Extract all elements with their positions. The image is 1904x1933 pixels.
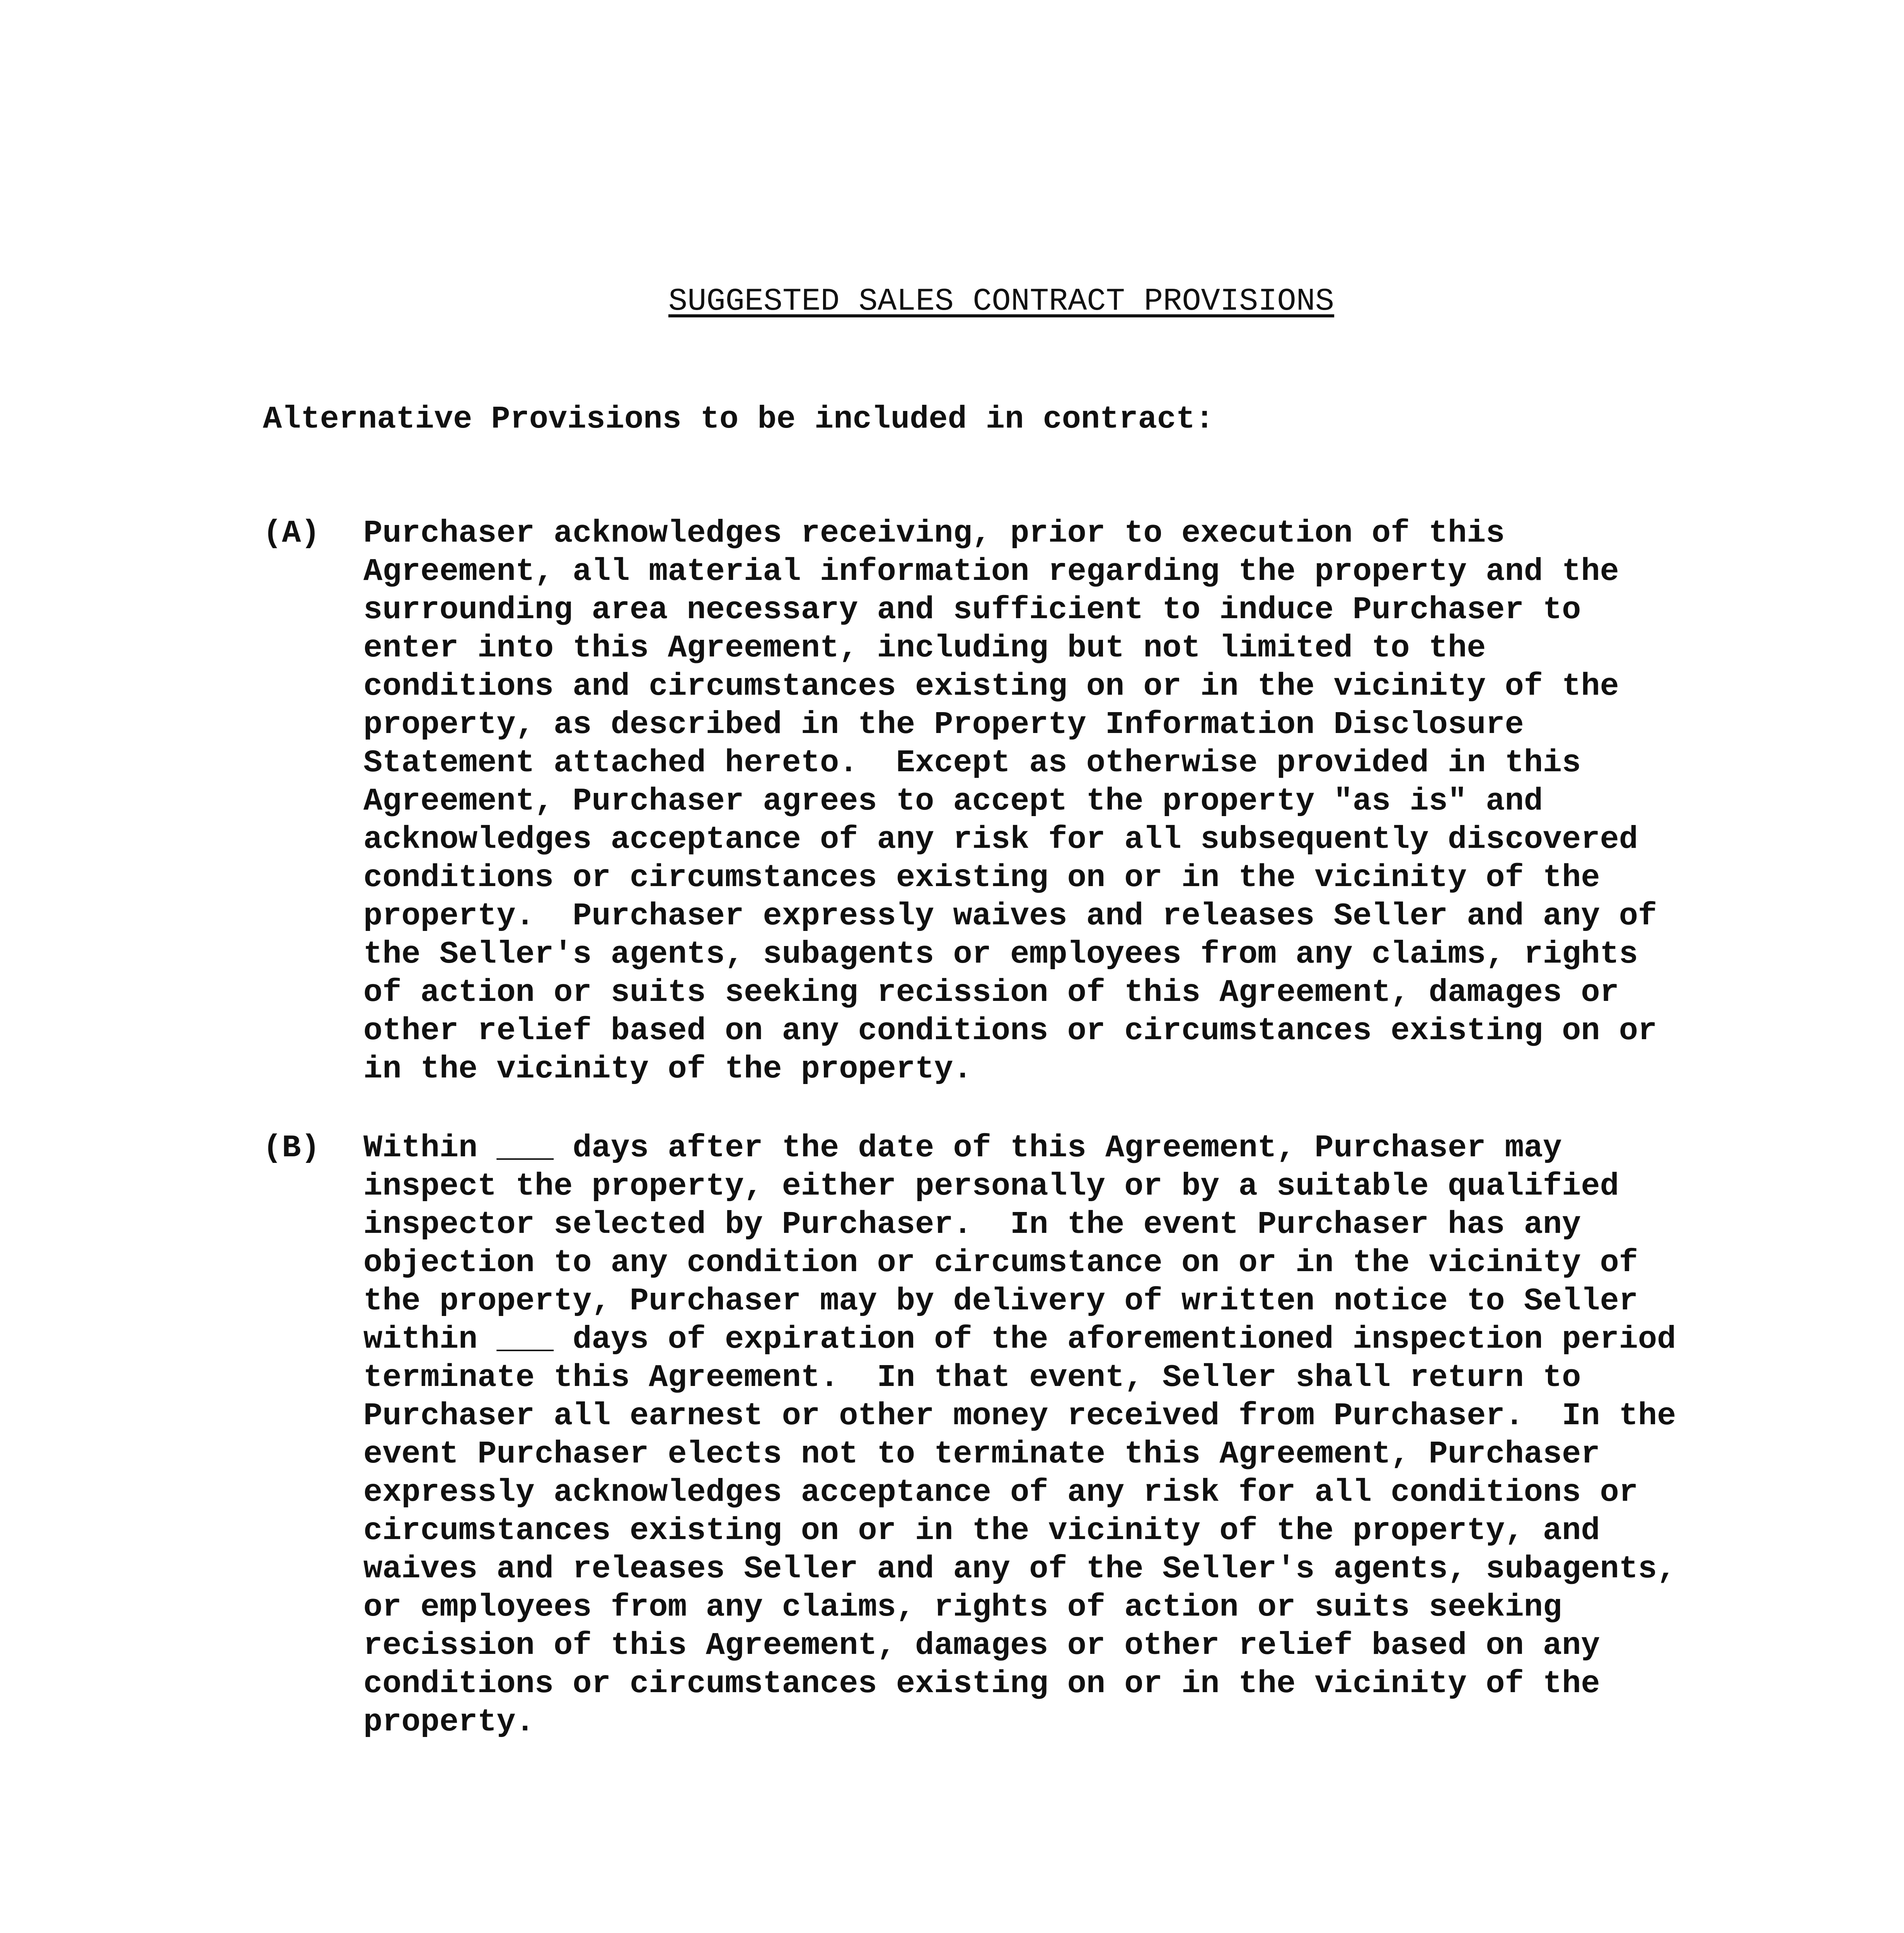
clause-b-marker: (B) — [263, 1130, 320, 1166]
clause-b-text: Within ___ days after the date of this Agreement, Purchaser may inspect the property, either personally or by a suitable qualified inspector selected by Purchaser. In the event Purchaser has any objection to any condition or circumstance on or in the vicinity of the property, Purchaser may by delivery of written notice to Seller within ___ days of expiration of the aforementioned inspection period terminate this Agreement. In that event, Seller shall return to Purchaser all earnest or other money received from Purchaser. In the event Purchaser elects not to terminate this Agreement, Purchaser expressly acknowledges acceptance of any risk for all conditions or circumstances existing on or in the vicinity of the property, and waives and releases Seller and any of the Seller's agents, subagents, or employees from any claims, rights of action or suits seeking recission of this Agreement, damages or other relief based on any conditions or circumstances existing on or in the vicinity of the property. — [363, 1130, 1676, 1740]
document-title: SUGGESTED SALES CONTRACT PROVISIONS — [668, 283, 1335, 319]
clause-a-marker: (A) — [263, 515, 320, 551]
clause-a-text: Purchaser acknowledges receiving, prior to execution of this Agreement, all material information regarding the property and the surrounding area necessary and sufficient to induce Purchaser to enter into this Agreement, including but not limited to the conditions and circumstances existing on or in the vicinity of the property, as described in the Property Information Disclosure Statement attached hereto. Except as otherwise provided in this Agreement, Purchaser agrees to accept the property "as is" and acknowledges acceptance of any risk for all subsequently discovered conditions or circumstances existing on or in the vicinity of the property. Purchaser expressly waives and releases Seller and any of the Seller's agents, subagents or employees from any claims, rights of action or suits seeking recission of this Agreement, damages or other relief based on any conditions or circumstances existing on or in the vicinity of the property. — [363, 515, 1657, 1087]
intro-text: Alternative Provisions to be included in contract: — [263, 401, 1214, 437]
